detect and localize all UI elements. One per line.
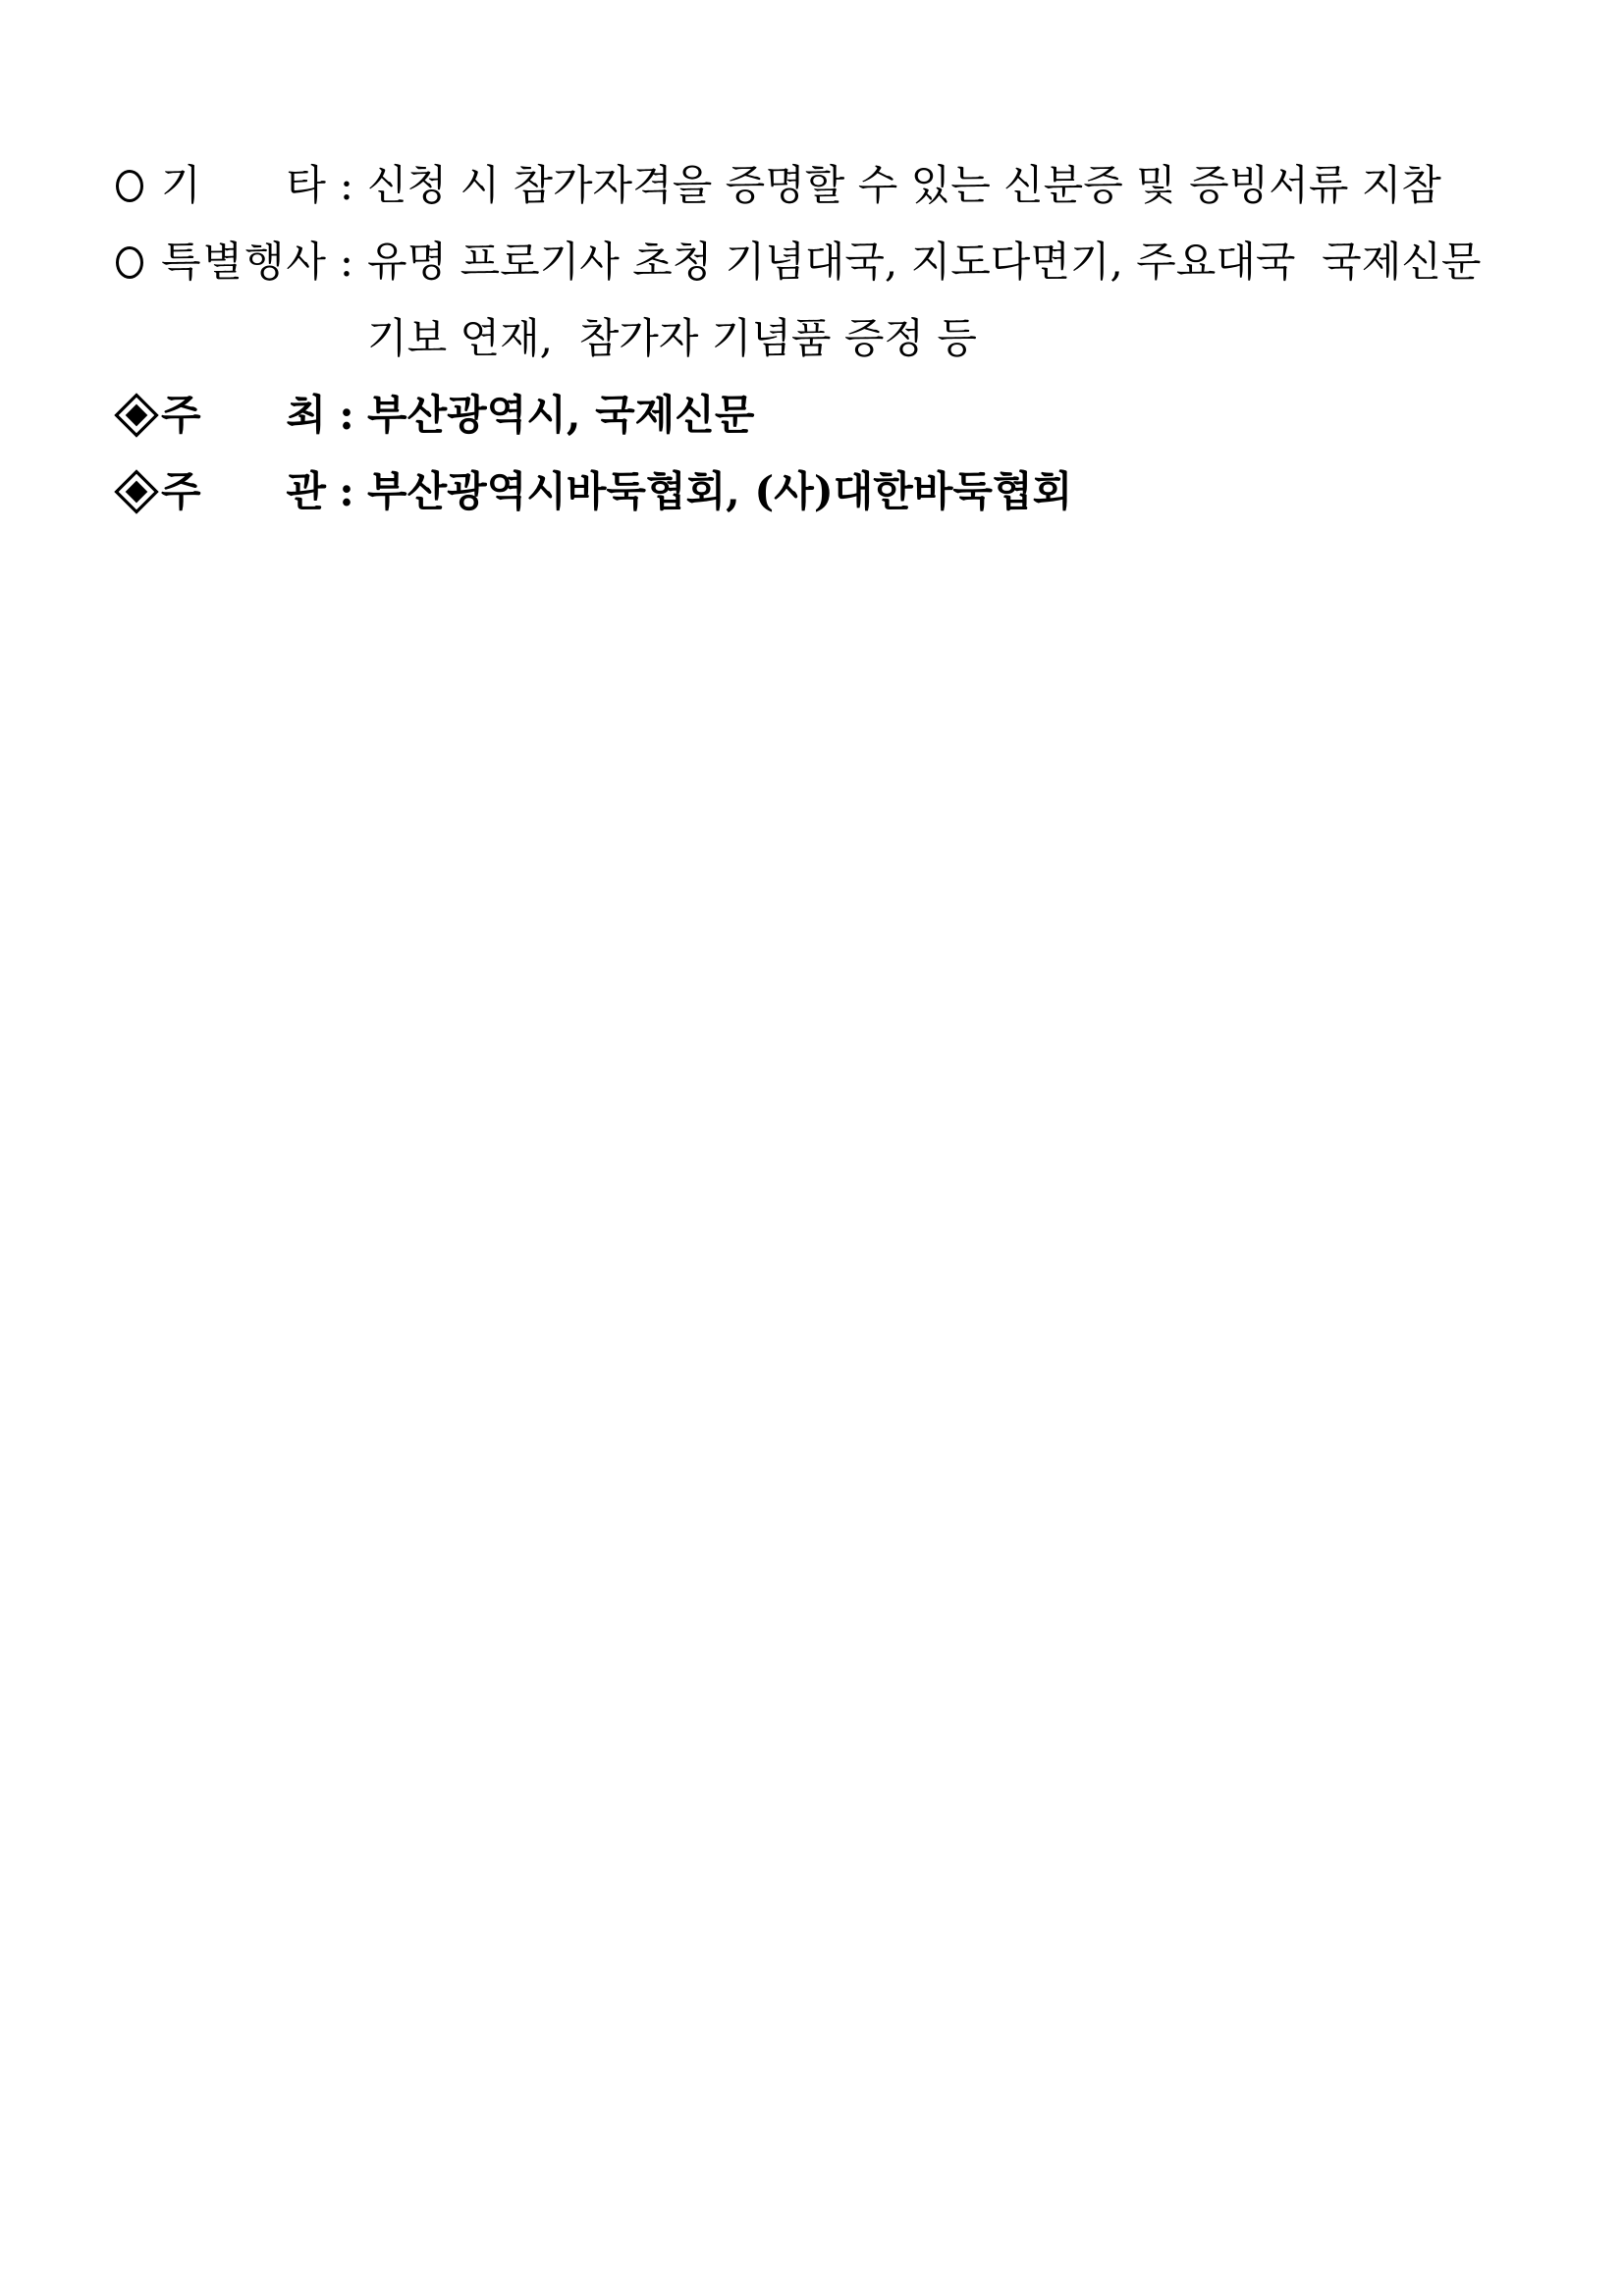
bullet-box xyxy=(116,246,161,279)
circle-bullet-icon xyxy=(116,170,143,202)
line-colon: : xyxy=(339,467,354,515)
diamond-bullet-icon xyxy=(114,469,158,513)
document-line-2 xyxy=(0,224,1623,300)
document-line-4 xyxy=(0,377,1623,454)
bullet-box xyxy=(116,476,161,507)
line-colon: : xyxy=(339,238,354,286)
bullet-box xyxy=(116,170,161,202)
label-char: 특 xyxy=(161,238,201,286)
line-text: 부산광역시, 국제신문 xyxy=(367,391,755,439)
line-text: 유명 프로기사 초청 기념대국, 지도다면기, 주요대국 국제신문 xyxy=(367,238,1482,286)
label-char: 행 xyxy=(243,238,285,286)
label-char: 사 xyxy=(286,238,326,286)
line-label xyxy=(161,467,326,515)
document-line-5 xyxy=(0,454,1623,530)
document-content xyxy=(0,147,1623,530)
line-colon: : xyxy=(339,161,354,209)
label-char: 별 xyxy=(202,238,243,286)
label-char: 주 xyxy=(161,467,201,515)
diamond-bullet-icon xyxy=(114,393,158,437)
line-text: 신청 시 참가자격을 증명할 수 있는 신분증 및 증빙서류 지참 xyxy=(367,161,1441,209)
bullet-box xyxy=(116,400,161,431)
label-char: 타 xyxy=(286,161,326,209)
line-label xyxy=(161,238,326,286)
line-text: 기보 연재, 참가자 기념품 증정 등 xyxy=(367,314,977,362)
line-colon: : xyxy=(339,391,354,439)
label-char: 주 xyxy=(161,391,201,439)
label-char: 기 xyxy=(161,161,201,209)
document-line-1 xyxy=(0,147,1623,224)
document-line-3 xyxy=(0,300,1623,377)
line-label xyxy=(161,391,326,439)
label-char: 관 xyxy=(286,467,326,515)
line-text: 부산광역시바둑협회, (사)대한바둑협회 xyxy=(367,467,1073,515)
line-label xyxy=(161,161,326,209)
label-char: 최 xyxy=(286,391,326,439)
circle-bullet-icon xyxy=(116,246,143,279)
